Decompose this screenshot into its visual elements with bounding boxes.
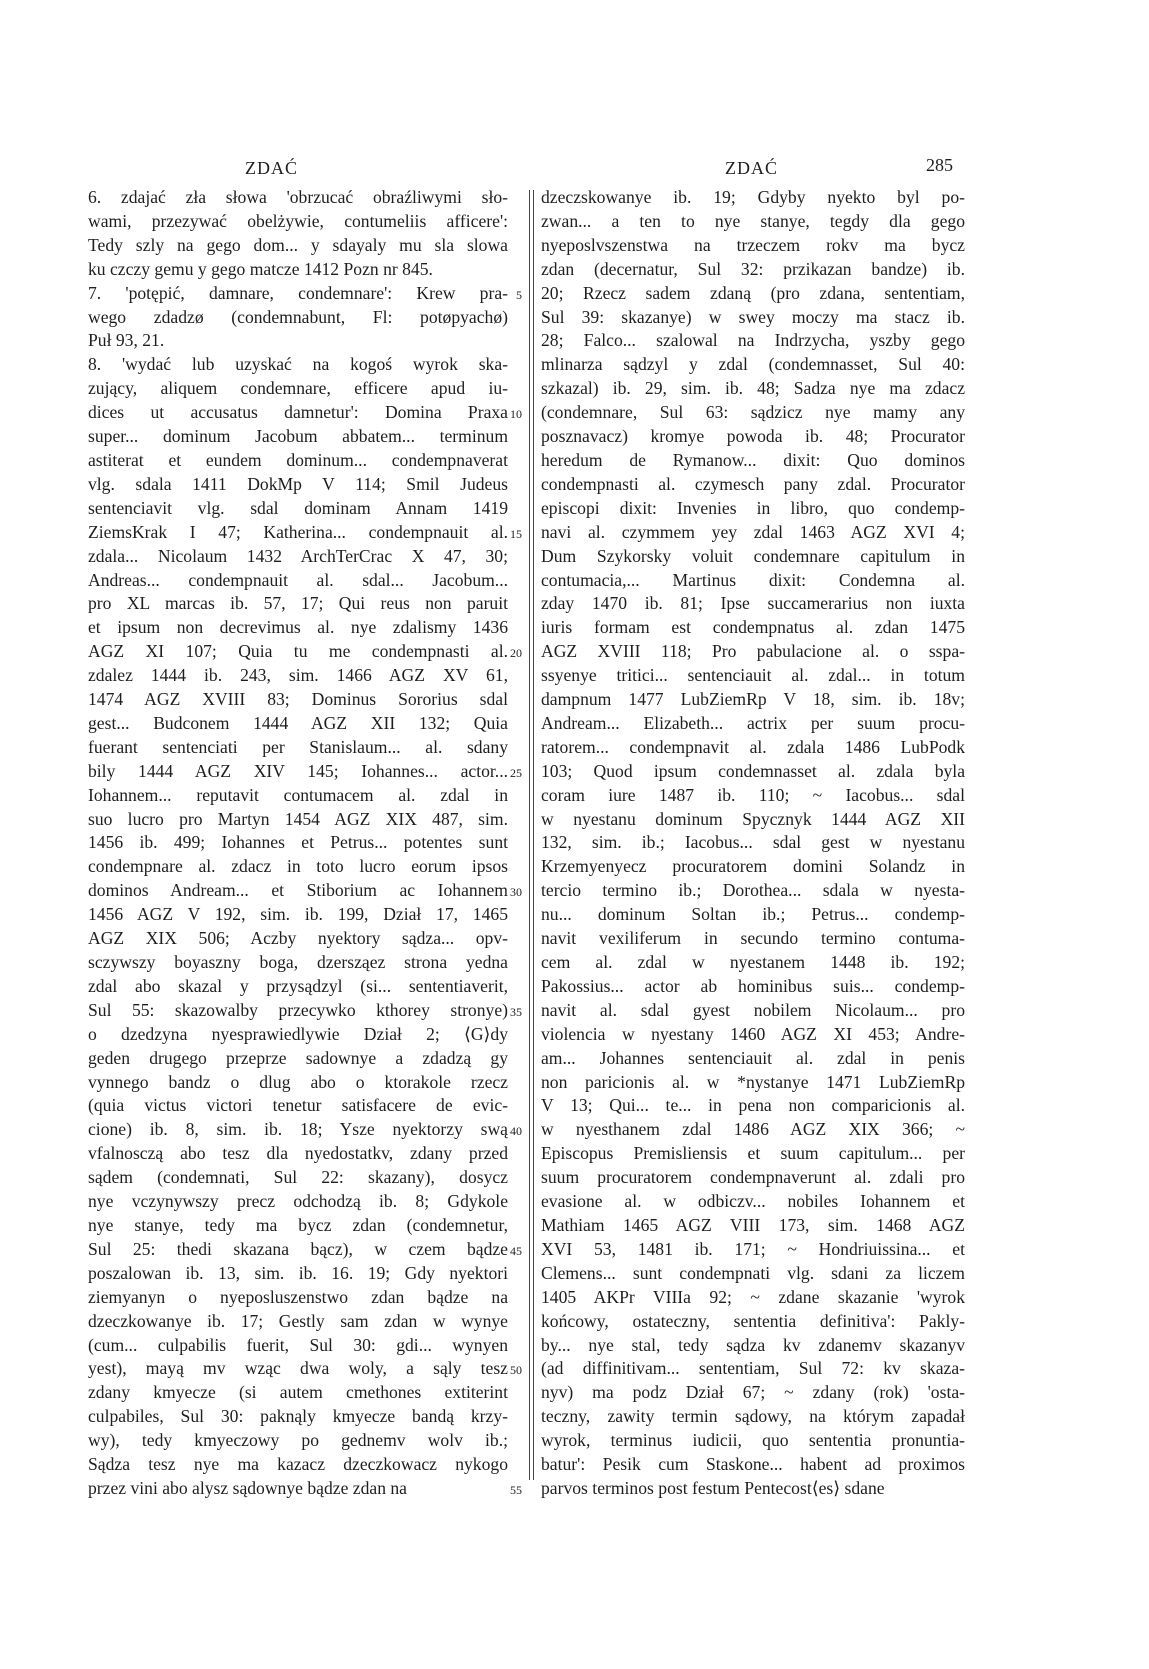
text-line: sądem (condemnati, Sul 22: skazany), dosycz [88, 1167, 508, 1188]
text-line: 1405 AKPr VIIIa 92; ~ zdane skazanie 'wyrok [541, 1286, 965, 1307]
text-line: condempnasti al. czymesch pany zdal. Procurator [541, 473, 965, 494]
text-line: 1456 AGZ V 192, sim. ib. 199, Dział 17, 1465 [88, 904, 508, 925]
text-line: Sądza tesz nye ma kazacz dzeczkowacz nykogo [88, 1454, 508, 1475]
line-number: 10 [510, 407, 522, 422]
text-line: wy), tedy kmyeczowy po gednemv wolv ib.; [88, 1430, 508, 1451]
text-line: (cum... culpabilis fuerit, Sul 30: gdi... wynyen [88, 1334, 508, 1355]
text-line: Sul 25: thedi skazana bącz), w czem bądze [88, 1238, 508, 1259]
text-line: dominos Andream... et Stiborium ac Iohannem [88, 880, 508, 901]
text-line: Tedy szly na gego dom... y sdayaly mu sla slowa [88, 234, 508, 255]
line-number: 5 [516, 287, 522, 302]
line-number: 35 [510, 1004, 522, 1019]
text-line: ziemyanyn o nyeposluszenstwo zdan bądze na [88, 1286, 508, 1307]
line-number: 15 [510, 526, 522, 541]
text-line: cione) ib. 8, sim. ib. 18; Ysze nyektorzy swą [88, 1119, 508, 1140]
gutter-rule [533, 190, 534, 1480]
text-line: contumacia,... Martinus dixit: Condemna al. [541, 569, 965, 590]
text-line: 6. zdajać zła słowa 'obrzucać obraźliwymi sło- [88, 187, 508, 207]
text-line: (ad diffinitivam... sententiam, Sul 72: kv skaza- [541, 1358, 965, 1379]
text-line: 132, sim. ib.; Iacobus... sdal gest w nyestanu [541, 832, 965, 853]
text-line: w nyestanu dominum Spycznyk 1444 AGZ XII [541, 808, 965, 829]
text-line: ZiemsKrak I 47; Katherina... condempnauit al. [88, 521, 508, 542]
text-line: przez vini abo alysz sądownye bądze zdan na [88, 1477, 407, 1498]
text-line: Andream... Elizabeth... actrix per suum procu- [541, 712, 965, 733]
text-line: Episcopus Premisliensis et suum capitulum... per [541, 1143, 965, 1164]
text-line: wyrok, terminus iudicii, quo sententia pronuntia- [541, 1430, 965, 1451]
text-line: ssyenye tritici... sentenciauit al. zdal... in totum [541, 665, 965, 686]
text-line: dices ut accusatus damnetur': Domina Praxa [88, 402, 508, 423]
text-line: navit vexiliferum in secundo termino contuma- [541, 928, 965, 949]
line-number: 20 [510, 646, 522, 661]
text-line: astiterat et eundem dominum... condempnaverat [88, 449, 508, 470]
text-line: evasione al. w odbiczv... nobiles Iohannem et [541, 1191, 965, 1212]
text-line: gest... Budconem 1444 AGZ XII 132; Quia [88, 712, 508, 733]
text-line: nu... dominum Soltan ib.; Petrus... condemp- [541, 904, 965, 925]
text-line: dampnum 1477 LubZiemRp V 18, sim. ib. 18v; [541, 689, 965, 710]
text-line: zdala... Nicolaum 1432 ArchTerCrac X 47, 30; [88, 545, 508, 566]
text-line: zujący, aliquem condemnare, efficere apud iu- [88, 378, 508, 399]
line-number: 50 [510, 1363, 522, 1378]
text-line: dzeczkowanye ib. 17; Gestly sam zdan w wynye [88, 1310, 508, 1331]
text-line: teczny, zawity termin sądowy, na którym zapadał [541, 1406, 965, 1427]
text-line: bily 1444 AGZ XIV 145; Iohannes... actor... [88, 760, 508, 781]
text-line: tercio termino ib.; Dorothea... sdala w nyesta- [541, 880, 965, 901]
text-line: AGZ XVIII 118; Pro pabulacione al. o sspa- [541, 641, 965, 662]
text-line: Krzemyenyecz procuratorem domini Solandz in [541, 856, 965, 877]
text-line: pro XL marcas ib. 57, 17; Qui reus non paruit [88, 593, 508, 614]
text-line: 7. 'potępić, damnare, condemnare': Krew pra- [88, 282, 508, 303]
text-line: 1456 ib. 499; Iohannes et Petrus... potentes sunt [88, 832, 508, 853]
text-line: geden drugego przeprze sadownye a zdadzą gy [88, 1047, 508, 1068]
text-line: Clemens... sunt condempnati vlg. sdani za liczem [541, 1262, 965, 1283]
text-line: suum procuratorem condempnaverunt al. zdali pro [541, 1167, 965, 1188]
text-line: nye vczynywszy precz odchodzą ib. 8; Gdykole [88, 1191, 508, 1212]
text-line: nyv) ma podz Dział 67; ~ zdany (rok) 'osta- [541, 1382, 965, 1403]
text-line: zwan... a ten to nye stanye, tegdy dla gego [541, 210, 965, 231]
text-line: vynnego bandz o dlug abo o ktorakole rzecz [88, 1071, 508, 1092]
text-line: vfalnosczą abo tesz dla nyedostatkv, zdany przed [88, 1143, 508, 1164]
page-number: 285 [926, 155, 953, 175]
text-line: posznavacz) kromye powoda ib. 48; Procurator [541, 426, 965, 447]
text-line: dzeczskowanye ib. 19; Gdyby nyekto byl po- [541, 187, 965, 207]
text-line: AGZ XI 107; Quia tu me condempnasti al. [88, 641, 508, 662]
text-line: vlg. sdala 1411 DokMp V 114; Smil Judeus [88, 473, 508, 494]
text-line: navi al. czymmem yey zdal 1463 AGZ XVI 4; [541, 521, 965, 542]
text-line: ratorem... condempnavit al. zdala 1486 LubPodk [541, 736, 965, 757]
text-line: batur': Pesik cum Staskone... habent ad proximos [541, 1454, 965, 1475]
text-line: Pakossius... actor ab hominibus suis... condemp- [541, 975, 965, 996]
running-head-right: ZDAĆ [725, 158, 778, 178]
text-line: parvos terminos post festum Pentecost⟨es⟩ sdane [541, 1477, 885, 1498]
line-number: 55 [510, 1482, 522, 1497]
text-line: końcowy, ostateczny, sententia definitiva': Pakly- [541, 1310, 965, 1331]
text-line: suo lucro pro Martyn 1454 AGZ XIX 487, sim. [88, 808, 508, 829]
right-column [541, 186, 965, 1501]
left-column [88, 186, 508, 1501]
text-line: szkazal) ib. 29, sim. ib. 48; Sadza nye ma zdacz [541, 378, 965, 399]
text-line: zday 1470 ib. 81; Ipse succamerarius non iuxta [541, 593, 965, 614]
text-line: by... nye stal, tedy sądza kv zdanemv skazanyv [541, 1334, 965, 1355]
text-line: navit al. sdal gyest nobilem Nicolaum... pro [541, 999, 965, 1020]
gutter-rule [529, 190, 530, 1480]
text-line: poszalowan ib. 13, sim. ib. 16. 19; Gdy nyektori [88, 1262, 508, 1283]
line-number: 40 [510, 1124, 522, 1139]
text-line: sczywszy boyaszny boga, dzersząez strona yedna [88, 952, 508, 972]
text-line: (quia victus victori tenetur satisfacere de evic- [88, 1095, 508, 1116]
text-line: ku czczy gemu y gego matcze 1412 Pozn nr 845. [88, 258, 433, 279]
text-line: (condemnare, Sul 63: sądzicz nye mamy any [541, 402, 965, 423]
text-line: Iohannem... reputavit contumacem al. zdal in [88, 784, 508, 805]
text-line: et ipsum non decrevimus al. nye zdalismy 1436 [88, 617, 508, 638]
text-line: episcopi dixit: Invenies in libro, quo condemp- [541, 497, 965, 518]
text-line: super... dominum Jacobum abbatem... terminum [88, 426, 508, 447]
text-line: non paricionis al. w *nystanye 1471 LubZiemRp [541, 1071, 965, 1092]
text-line: nye stanye, tedy ma bycz zdan (condemnetur, [88, 1214, 508, 1235]
text-line: Sul 55: skazowalby przecywko kthorey stronye) [88, 999, 508, 1020]
text-line: Dum Szykorsky voluit condemnare capitulum in [541, 545, 965, 566]
text-line: wami, przezywać obelżywie, contumeliis afficere': [88, 210, 508, 231]
text-line: am... Johannes sentenciauit al. zdal in penis [541, 1047, 965, 1068]
text-line: 20; Rzecz sadem zdaną (pro zdana, sententiam, [541, 282, 965, 303]
text-line: 1474 AGZ XVIII 83; Dominus Sororius sdal [88, 689, 508, 710]
text-line: condempnare al. zdacz in toto lucro eorum ipsos [88, 856, 508, 877]
text-line: zdal abo skazal y przysądzyl (si... sententiaverit, [88, 975, 508, 996]
running-head-left: ZDAĆ [245, 158, 298, 178]
text-line: XVI 53, 1481 ib. 171; ~ Hondriuissina... et [541, 1238, 965, 1259]
text-line: V 13; Qui... te... in pena non comparicionis al. [541, 1095, 965, 1116]
text-line: 103; Quod ipsum condemnasset al. zdala byla [541, 760, 965, 781]
text-line: w nyesthanem zdal 1486 AGZ XIX 366; ~ [541, 1119, 965, 1140]
text-line: cem al. zdal w nyestanem 1448 ib. 192; [541, 952, 965, 972]
text-line: 28; Falco... szalowal na Indrzycha, yszby gego [541, 330, 965, 351]
text-line: Mathiam 1465 AGZ VIII 173, sim. 1468 AGZ [541, 1214, 965, 1235]
text-line: zdan (decernatur, Sul 32: przikazan bandze) ib. [541, 258, 965, 279]
text-line: wego zdadzø (condemnabunt, Fl: potøpyachø) [88, 306, 508, 327]
text-line: heredum de Rymanow... dixit: Quo dominos [541, 449, 965, 470]
text-line: yest), mayą mv wząc dwa woly, a sąly tesz [88, 1358, 508, 1379]
text-line: Puł 93, 21. [88, 330, 165, 351]
line-number: 45 [510, 1243, 522, 1258]
text-line: coram iure 1487 ib. 110; ~ Iacobus... sdal [541, 784, 965, 805]
text-line: sentenciavit vlg. sdal dominam Annam 1419 [88, 497, 508, 518]
text-line: Andreas... condempnauit al. sdal... Jacobum... [88, 569, 508, 590]
text-line: fuerant sentenciati per Stanislaum... al. sdany [88, 736, 508, 757]
text-line: nyeposlvszenstwa na trzeczem rokv ma bycz [541, 234, 965, 255]
text-line: Sul 39: skazanye) w swey moczy ma stacz ib. [541, 306, 965, 327]
text-line: mlinarza sądzyl y zdal (condemnasset, Sul 40: [541, 354, 965, 375]
text-line: iuris formam est condempnatus al. zdan 1475 [541, 617, 965, 638]
text-line: zdany kmyecze (si autem cmethones extiterint [88, 1382, 508, 1403]
text-line: 8. 'wydać lub uzyskać na kogoś wyrok ska- [88, 354, 508, 375]
line-number: 30 [510, 885, 522, 900]
text-line: o dzedzyna nyesprawiedlywie Dział 2; ⟨G⟩dy [88, 1023, 508, 1044]
text-line: AGZ XIX 506; Aczby nyektory sądza... opv- [88, 928, 508, 949]
text-line: culpabiles, Sul 30: paknąly kmyecze bandą krzy- [88, 1406, 508, 1427]
line-number: 25 [510, 765, 522, 780]
text-line: violencia w nyestany 1460 AGZ XI 453; Andre- [541, 1023, 965, 1044]
text-line: zdalez 1444 ib. 243, sim. 1466 AGZ XV 61, [88, 665, 508, 686]
